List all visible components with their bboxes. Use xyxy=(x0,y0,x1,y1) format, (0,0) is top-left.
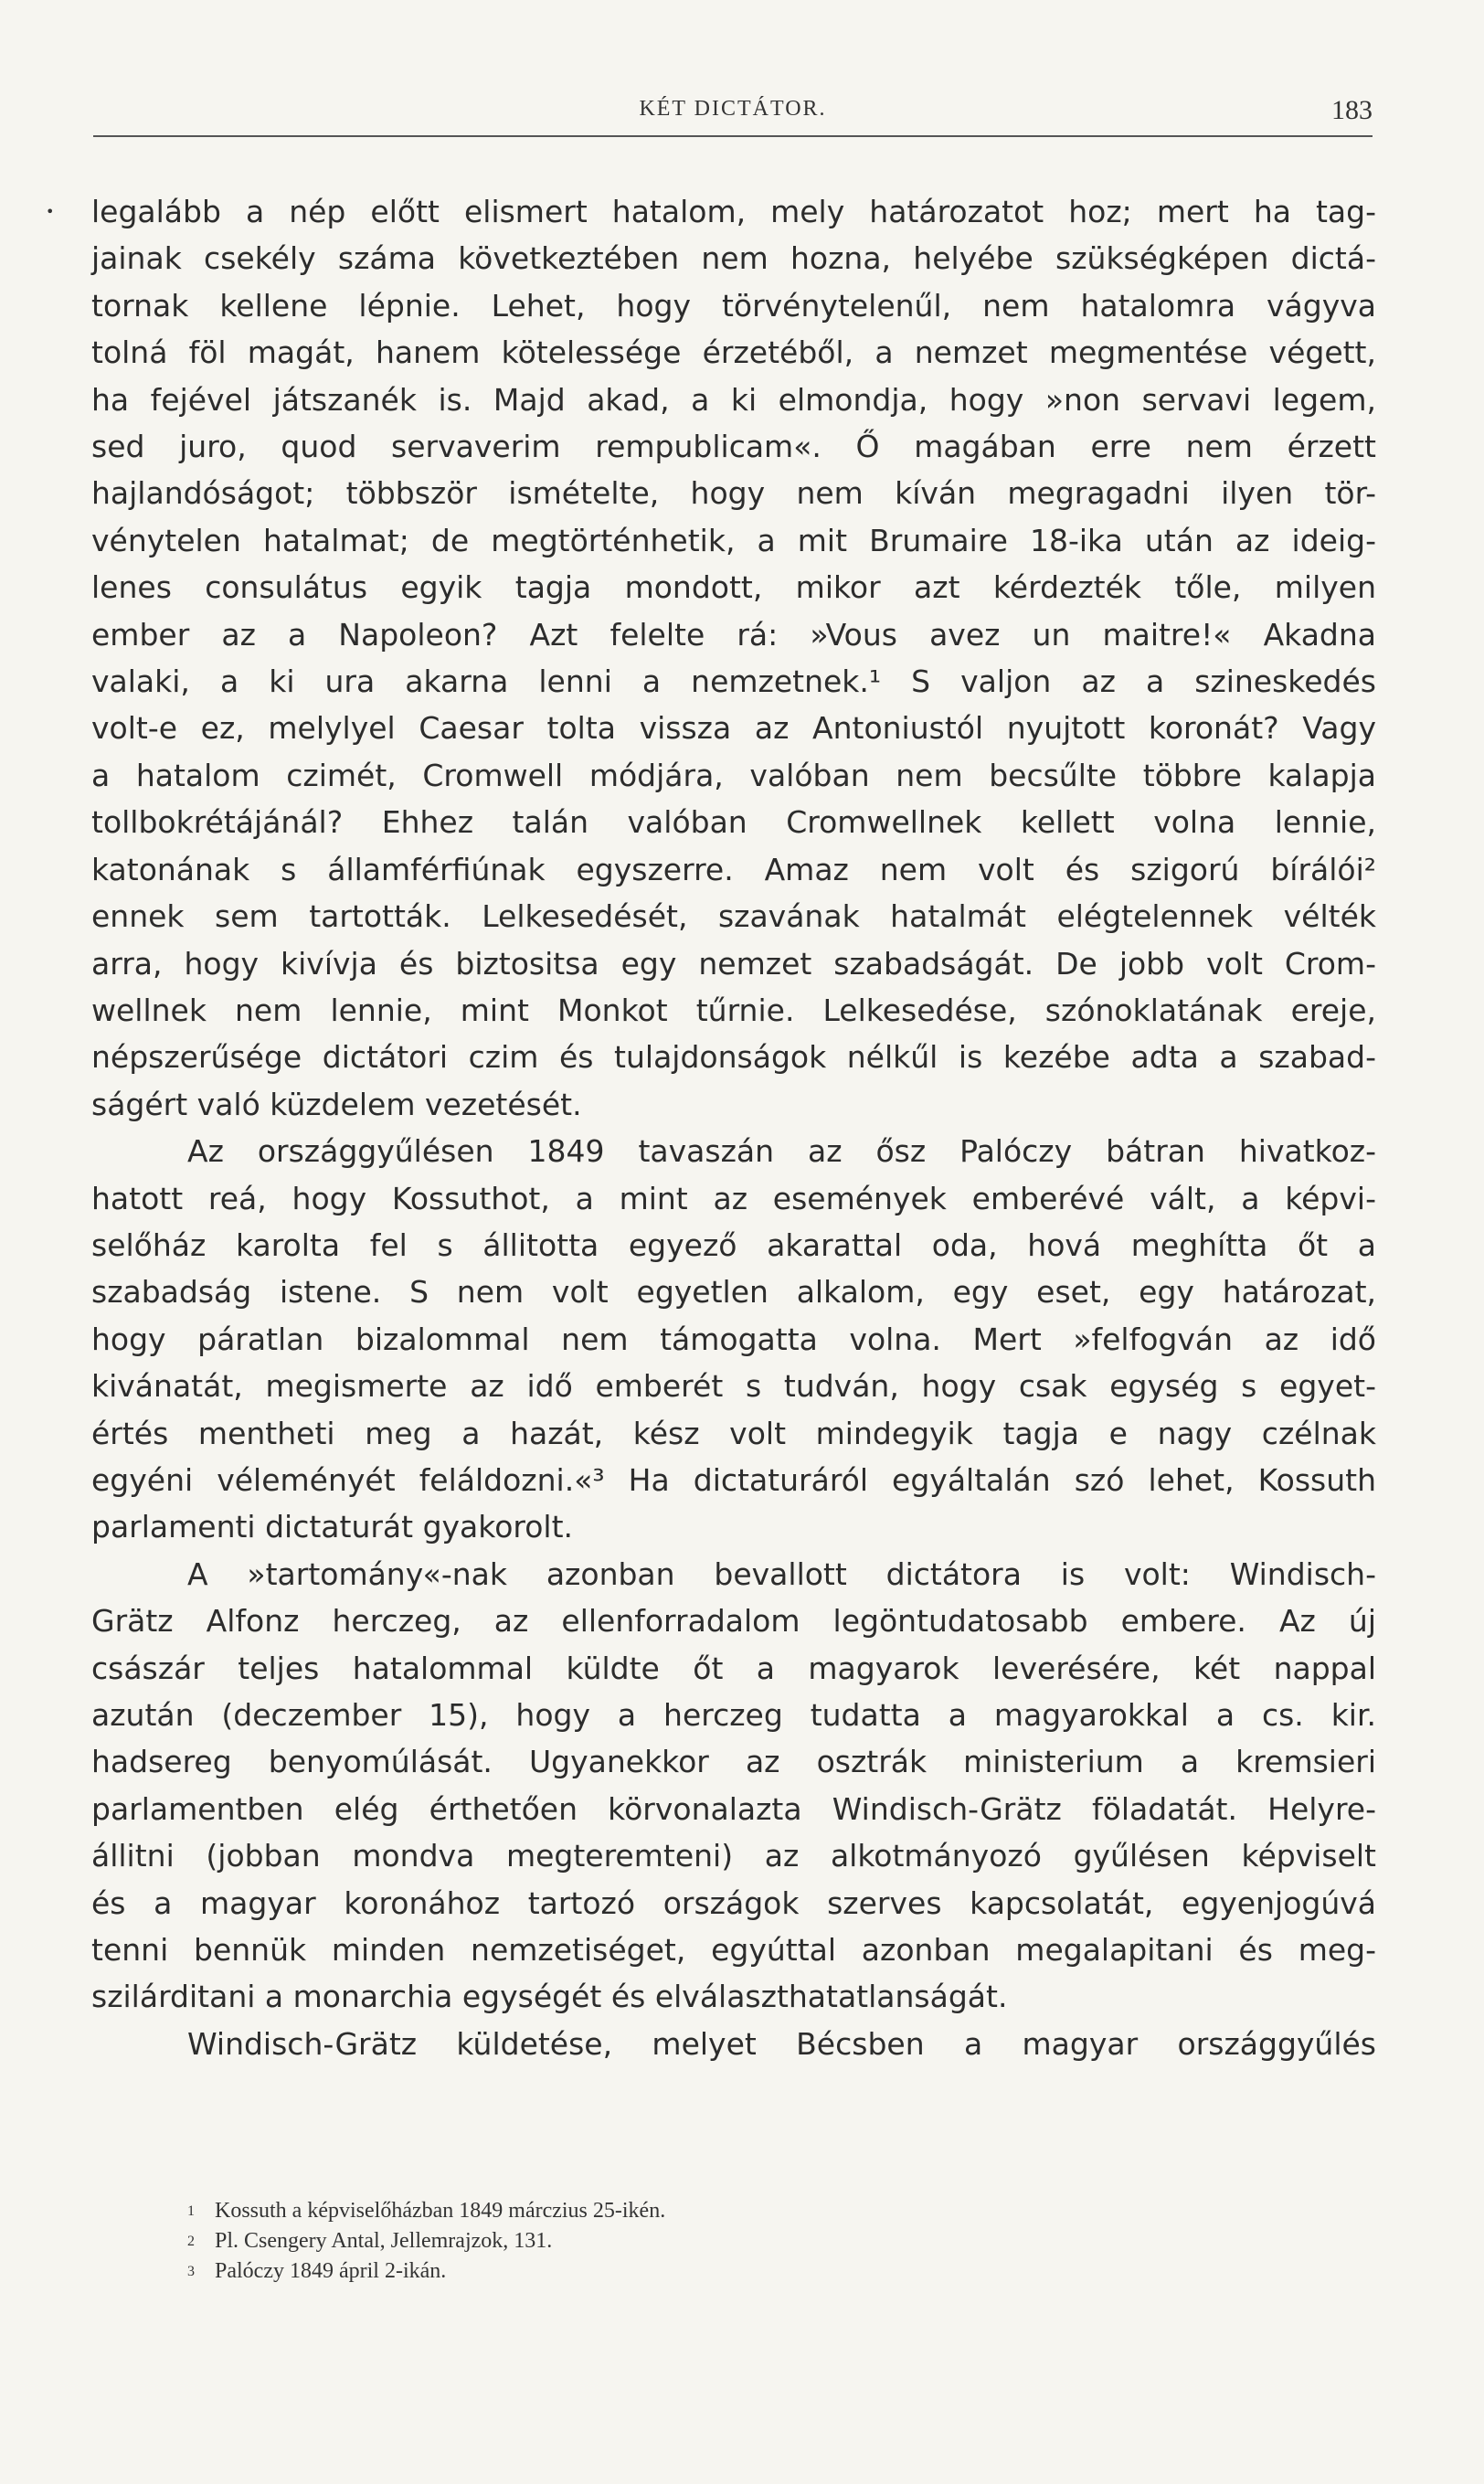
running-title: KÉT DICTÁTOR. xyxy=(639,97,827,121)
footnotes xyxy=(187,2196,1101,2287)
page-header xyxy=(93,91,1373,137)
footnote-number: 3 xyxy=(187,2264,195,2279)
text-line: azután (deczember 15), hogy a herczeg tudatta a magyarokkal a cs. kir. xyxy=(91,1697,1376,1733)
text-line: Grätz Alfonz herczeg, az ellenforradalom legöntudatosabb embere. Az új xyxy=(91,1603,1376,1640)
margin-mark: • xyxy=(46,203,55,220)
text-line: vénytelen hatalmat; de megtörténhetik, a mit Brumaire 18-ika után az ideig- xyxy=(91,522,1376,558)
text-line: ha fejével játszanék is. Majd akad, a ki elmondja, hogy »non servavi legem, xyxy=(91,381,1376,418)
text-line: tolná föl magát, hanem kötelessége érzetéből, a nemzet megmentése végett, xyxy=(91,334,1376,371)
text-line: hajlandóságot; többször ismételte, hogy nem kíván megragadni ilyen tör- xyxy=(91,475,1376,512)
text-line: ember az a Napoleon? Azt felelte rá: »Vous avez un maitre!« Akadna xyxy=(91,616,1376,653)
text-line: kivánatát, megismerte az idő emberét s tudván, hogy csak egység s egyet- xyxy=(91,1368,1376,1405)
text-line: népszerűsége dictátori czim és tulajdonságok nélkűl is kezébe adta a szabad- xyxy=(91,1039,1376,1076)
text-line: a hatalom czimét, Cromwell módjára, valóban nem becsűlte többre kalapja xyxy=(91,757,1376,793)
text-line: császár teljes hatalommal küldte őt a magyarok leverésére, két nappal xyxy=(91,1650,1376,1686)
text-line: selőház karolta fel s állitotta egyező akarattal oda, hová meghítta őt a xyxy=(91,1226,1376,1263)
text-line: Az országgyűlésen 1849 tavaszán az ősz Palóczy bátran hivatkoz- xyxy=(187,1133,1376,1170)
footnote-text: Kossuth a képviselőházban 1849 márczius 25-ikén. xyxy=(215,2199,666,2223)
text-line: legalább a nép előtt elismert hatalom, mely határozatot hoz; mert ha tag- xyxy=(91,194,1376,229)
text-line: ennek sem tartották. Lelkesedését, szavának hatalmát elégtelennek vélték xyxy=(91,898,1376,935)
text-line: egyéni véleményét feláldozni.«³ Ha dictaturáról egyáltalán szó lehet, Kossuth xyxy=(91,1461,1376,1498)
text-line: volt-e ez, melylyel Caesar tolta vissza az Antoniustól nyujtott koronát? Vagy xyxy=(91,710,1376,747)
text-line: lenes consulátus egyik tagja mondott, mikor azt kérdezték tőle, milyen xyxy=(91,569,1376,606)
footnote-text: Palóczy 1849 ápril 2-ikán. xyxy=(215,2259,447,2283)
text-line: valaki, a ki ura akarna lenni a nemzetnek.¹ S valjon az a szineskedés xyxy=(91,663,1376,700)
text-line: hogy páratlan bizalommal nem támogatta volna. Mert »felfogván az idő xyxy=(91,1321,1376,1357)
text-line: ságért való küzdelem vezetését. xyxy=(91,1086,582,1122)
text-line: tollbokrétájánál? Ehhez talán valóban Cromwellnek kellett volna lennie, xyxy=(91,804,1376,841)
text-line: parlamentben elég érthetően körvonalazta Windisch-Grätz föladatát. Helyre- xyxy=(91,1790,1376,1827)
text-line: arra, hogy kivívja és biztositsa egy nemzet szabadságát. De jobb volt Crom- xyxy=(91,945,1376,982)
text-line: és a magyar koronához tartozó országok szerves kapcsolatát, egyenjogúvá xyxy=(91,1884,1376,1921)
text-line: tenni bennük minden nemzetiséget, egyúttal azonban megalapitani és meg- xyxy=(91,1932,1376,1969)
footnote xyxy=(187,2226,1101,2256)
page-number: 183 xyxy=(1331,95,1373,125)
text-line: jainak csekély száma következtében nem hozna, helyébe szükségképen dictá- xyxy=(91,240,1376,277)
main-text xyxy=(91,188,1376,2067)
text-line: katonának s államférfiúnak egyszerre. Amaz nem volt és szigorú bírálói² xyxy=(91,851,1376,887)
text-line: hadsereg benyomúlását. Ugyanekkor az osztrák ministerium a kremsieri xyxy=(91,1744,1376,1780)
text-line: értés mentheti meg a hazát, kész volt mindegyik tagja e nagy czélnak xyxy=(91,1415,1376,1451)
footnote-number: 2 xyxy=(187,2234,195,2249)
text-line: szabadság istene. S nem volt egyetlen alkalom, egy eset, egy határozat, xyxy=(91,1274,1376,1311)
footnote-number: 1 xyxy=(187,2203,195,2219)
footnote xyxy=(187,2196,1101,2226)
text-line: wellnek nem lennie, mint Monkot tűrnie. Lelkesedése, szónoklatának ereje, xyxy=(91,992,1376,1028)
text-line: Windisch-Grätz küldetése, melyet Bécsben a magyar országgyűlés xyxy=(187,2025,1376,2062)
footnote xyxy=(187,2256,1101,2287)
text-line: hatott reá, hogy Kossuthot, a mint az események emberévé vált, a képvi- xyxy=(91,1180,1376,1216)
text-line: állitni (jobban mondva megteremteni) az alkotmányozó gyűlésen képviselt xyxy=(91,1838,1376,1874)
text-line: sed juro, quod servaverim rempublicam«. Ő magában erre nem érzett xyxy=(91,429,1376,465)
text-line: tornak kellene lépnie. Lehet, hogy törvénytelenűl, nem hatalomra vágyva xyxy=(91,287,1376,324)
text-line: A »tartomány«-nak azonban bevallott dictátora is volt: Windisch- xyxy=(187,1555,1376,1592)
footnote-text: Pl. Csengery Antal, Jellemrajzok, 131. xyxy=(215,2229,553,2253)
text-line: szilárditani a monarchia egységét és elválaszthatatlanságát. xyxy=(91,1979,1008,2015)
text-line: parlamenti dictaturát gyakorolt. xyxy=(91,1509,574,1545)
